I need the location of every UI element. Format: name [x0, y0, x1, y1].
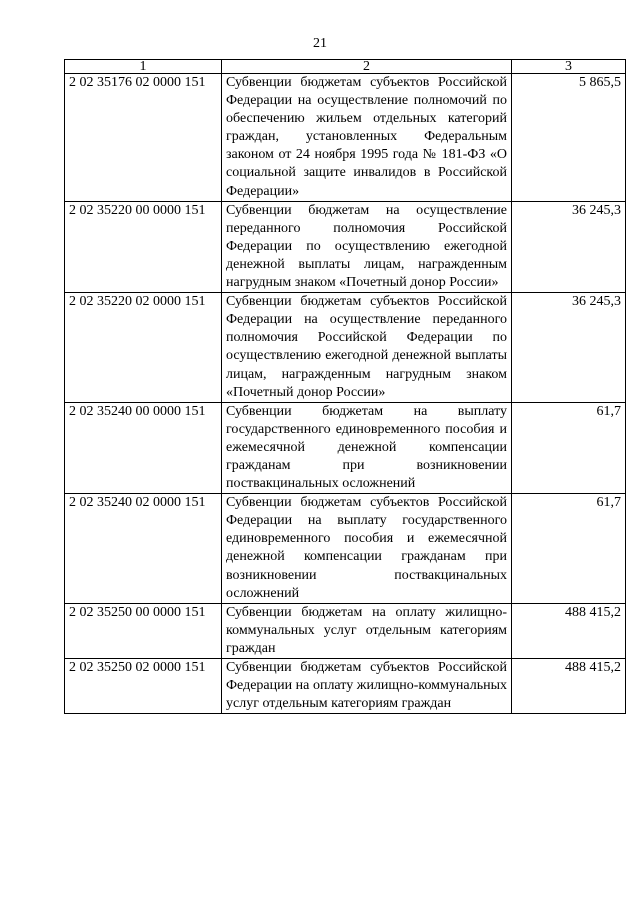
budget-code: 2 02 35220 02 0000 151	[65, 293, 222, 403]
budget-code: 2 02 35250 00 0000 151	[65, 603, 222, 658]
column-header-description: 2	[222, 60, 512, 74]
budget-description: Субвенции бюджетам на оплату жилищно-коммунальных услуг отдельным категориям граждан	[222, 603, 512, 658]
budget-description: Субвенции бюджетам субъектов Российской Федерации на осуществление полномочий по обеспечению жильем отдельных категорий граждан, установленных Федеральным законом от 24 ноября 1995 года № 181-ФЗ «О социальной защите инвалидов в Российской Федерации»	[222, 74, 512, 202]
budget-description: Субвенции бюджетам на осуществление переданного полномочия Российской Федерации по осуществлению ежегодной денежной выплаты лицам, награжденным нагрудным знаком «Почетный донор России»	[222, 201, 512, 292]
budget-code: 2 02 35250 02 0000 151	[65, 659, 222, 714]
budget-amount: 61,7	[512, 402, 626, 493]
table-row	[65, 74, 626, 202]
budget-code: 2 02 35240 02 0000 151	[65, 494, 222, 604]
budget-amount: 36 245,3	[512, 201, 626, 292]
table-row	[65, 293, 626, 403]
budget-description: Субвенции бюджетам субъектов Российской Федерации на выплату государственного единовременного пособия и ежемесячной денежной компенсации гражданам при возникновении поствакцинальных осложнений	[222, 494, 512, 604]
budget-code: 2 02 35240 00 0000 151	[65, 402, 222, 493]
budget-amount: 61,7	[512, 494, 626, 604]
table-row	[65, 659, 626, 714]
budget-code: 2 02 35176 02 0000 151	[65, 74, 222, 202]
table-row	[65, 402, 626, 493]
budget-amount: 36 245,3	[512, 293, 626, 403]
column-header-code: 1	[65, 60, 222, 74]
table-row	[65, 494, 626, 604]
table-row	[65, 201, 626, 292]
budget-table	[64, 59, 626, 714]
budget-description: Субвенции бюджетам субъектов Российской Федерации на оплату жилищно-коммунальных услуг отдельным категориям граждан	[222, 659, 512, 714]
budget-code: 2 02 35220 00 0000 151	[65, 201, 222, 292]
column-header-amount: 3	[512, 60, 626, 74]
page-number: 21	[313, 36, 327, 51]
budget-description: Субвенции бюджетам на выплату государственного единовременного пособия и ежемесячной денежной компенсации гражданам при возникновении поствакцинальных осложнений	[222, 402, 512, 493]
budget-amount: 5 865,5	[512, 74, 626, 202]
table-row	[65, 603, 626, 658]
budget-amount: 488 415,2	[512, 659, 626, 714]
budget-description: Субвенции бюджетам субъектов Российской Федерации на осуществление переданного полномочия Российской Федерации по осуществлению ежегодной денежной выплаты лицам, награжденным нагрудным знаком «Почетный донор России»	[222, 293, 512, 403]
budget-amount: 488 415,2	[512, 603, 626, 658]
table-header-row	[65, 60, 626, 74]
